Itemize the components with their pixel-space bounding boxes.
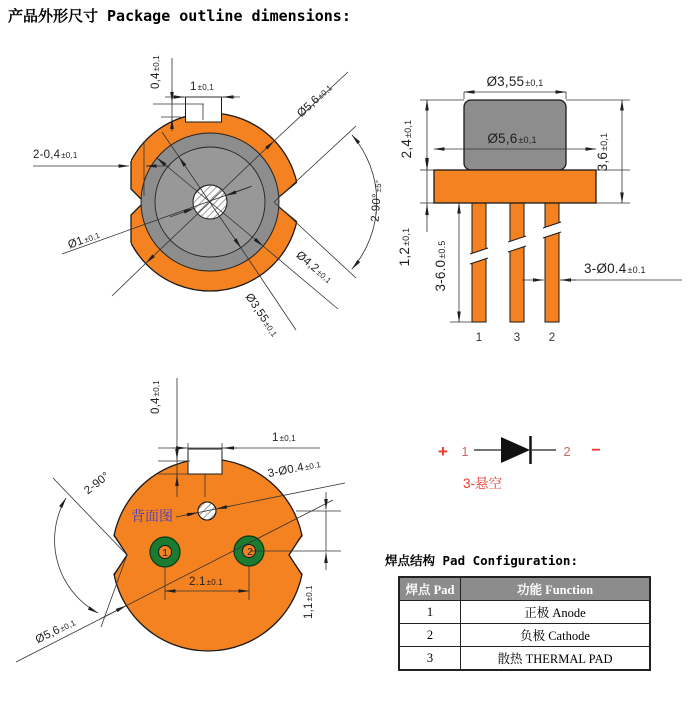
back-pad-label-1: 1 <box>162 547 168 559</box>
dim-side-total-height: 3,6±0,1 <box>595 132 610 172</box>
back-pad-label-2: 2 <box>247 546 253 558</box>
dim-side-cap-diameter: Ø3,55±0,1 <box>486 74 544 89</box>
back-top-notch <box>188 449 222 474</box>
col-header-function: 功能 Function <box>461 577 651 601</box>
dim-front-side-notches: 2-0,4±0,1 <box>33 149 78 161</box>
dim-back-notch-depth: 0,4±0,1 <box>150 380 162 414</box>
circuit-symbol <box>438 436 601 491</box>
dim-side-pin-diameter: 3-Ø0.4±0.1 <box>584 261 646 276</box>
side-pin-label-2: 2 <box>548 332 556 344</box>
back-flange <box>112 459 304 651</box>
dim-front-emitter-diameter: Ø1±0,1 <box>66 230 102 252</box>
circuit-pin2-label: 2 <box>563 444 571 459</box>
pad-function: 正极 Anode <box>461 601 651 624</box>
dim-front-notch-depth: 0,4±0,1 <box>150 55 162 89</box>
pad-function: 负极 Cathode <box>461 624 651 647</box>
dim-side-cap-height: 2,4±0,1 <box>399 119 414 159</box>
table-row <box>399 601 650 624</box>
dim-side-pin-length: 3-6.0±0.5 <box>433 240 448 292</box>
pad-number: 1 <box>399 601 461 624</box>
dim-back-hole-diameter: 3-Ø0.4±0.1 <box>266 460 322 481</box>
pad-config-table <box>398 576 651 671</box>
pad-function: 散热 THERMAL PAD <box>461 647 651 671</box>
dim-side-flange-thickness: 1,2±0,1 <box>397 227 412 267</box>
table-row <box>399 624 650 647</box>
side-flange <box>434 170 596 203</box>
circuit-pin1-label: 1 <box>461 444 469 459</box>
front-top-notch <box>186 97 222 122</box>
side-pin-label-1: 1 <box>475 332 483 344</box>
dim-front-notch-width: 1±0,1 <box>190 81 214 93</box>
diode-symbol <box>501 437 530 463</box>
dim-front-post-diameter: Ø3,55±0,1 <box>242 291 279 339</box>
minus-sign: − <box>591 442 601 459</box>
dim-back-pad-pitch: 2.1±0.1 <box>189 576 223 588</box>
pin-3 <box>510 203 524 322</box>
table-row <box>399 647 650 671</box>
col-header-pad: 焊点 Pad <box>399 577 461 601</box>
pad-configuration-section <box>385 551 651 671</box>
dim-back-outer-diameter: Ø5,6±0,1 <box>33 618 78 647</box>
dim-front-outer-diameter: Ø5,6±0,1 <box>295 83 335 120</box>
page-title: 产品外形尺寸 Package outline dimensions: <box>8 7 351 25</box>
dim-front-cap-diameter: Ø4,2±0,1 <box>293 249 333 286</box>
pin-2 <box>545 203 559 322</box>
pin3-floating-note: 3-悬空 <box>463 476 503 491</box>
side-pin-label-3: 3 <box>513 332 521 344</box>
pad-number: 3 <box>399 647 461 671</box>
back-view-caption: 背面图 <box>131 508 173 524</box>
side-view <box>397 74 682 344</box>
dim-back-notch-width: 1±0,1 <box>272 432 296 444</box>
pad-number: 2 <box>399 624 461 647</box>
pad-config-title: 焊点结构 Pad Configuration: <box>385 553 578 568</box>
dim-back-pad-offset: 1,1±0.1 <box>303 585 315 619</box>
back-view <box>16 378 345 662</box>
dim-front-notch-angle: 2-90°±5° <box>369 179 384 223</box>
front-view <box>33 55 384 340</box>
dim-back-notch-angle: 2-90° <box>82 470 113 498</box>
dim-side-flange-diameter: Ø5,6±0,1 <box>487 131 537 146</box>
plus-sign: + <box>438 442 448 461</box>
